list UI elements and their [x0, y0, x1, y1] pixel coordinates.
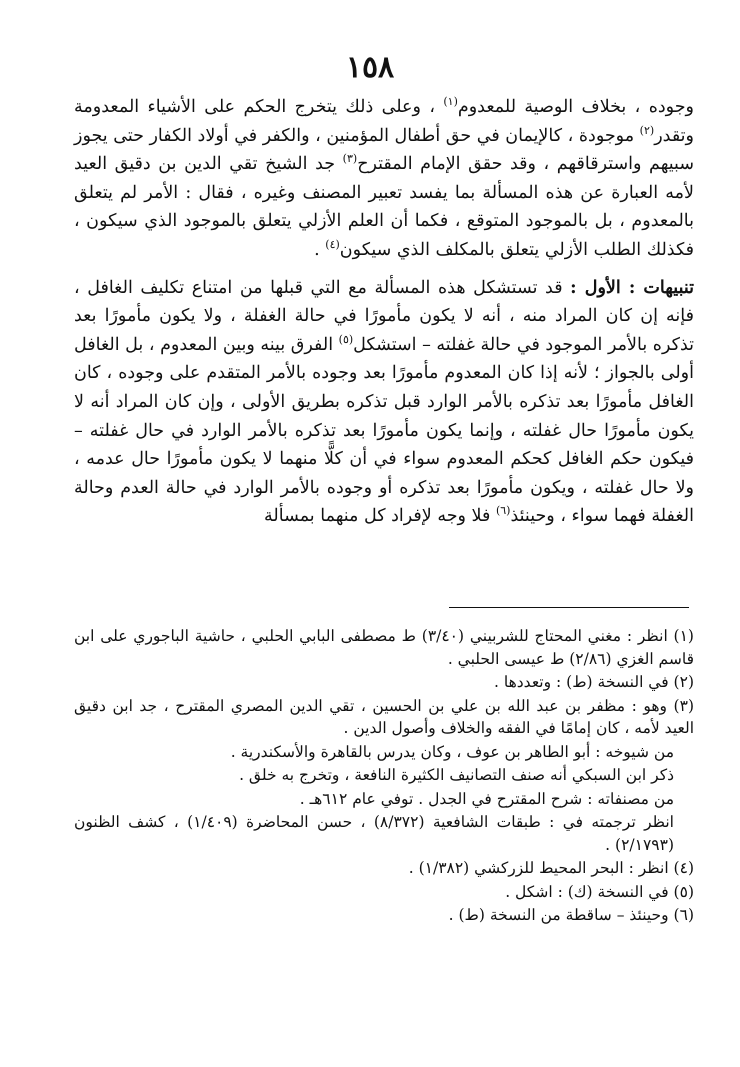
- footnote-3-references: انظر ترجمته في : طبقات الشافعية (٨/٣٧٢) ، حسن المحاضرة (١/٤٠٩) ، كشف الظنون (٢/١٧٩٣) .: [74, 813, 674, 854]
- footnote-separator: [449, 607, 689, 608]
- text-run: ، وعلى ذلك يتخرج الحكم على الأشياء المعدومة وتقدر: [74, 97, 694, 146]
- footnote-ref-5[interactable]: (٥): [338, 332, 354, 346]
- text-run: موجودة ، كالإيمان في حق أطفال المؤمنين ، والكفر في أولاد الكفار حتى يجوز سبيهم واسترقاقهم ، وقد حقق الإمام المقترح: [74, 125, 694, 175]
- footnote-ref-4[interactable]: (٤): [325, 238, 340, 252]
- footnote-2: (٢) في النسخة (ط) : وتعددها .: [494, 673, 694, 691]
- footnote-3-teachers: من شيوخه : أبو الطاهر بن عوف ، وكان يدرس بالقاهرة والأسكندرية .: [230, 742, 674, 761]
- text-run: .: [314, 239, 326, 260]
- section-heading: تنبيهات : الأول :: [570, 277, 694, 298]
- footnote-ref-3[interactable]: (٣): [342, 152, 358, 166]
- text-run: قد تستشكل هذه المسألة مع التي قبلها من امتناع تكليف الغافل ، فإنه إن كان المراد منه ، أنه لا يكون مأمورًا في حالة الغفلة ، ولا يكون مأمورًا بعد تذكره بالأمر الموجود في حالة غفلته – استشكل: [74, 277, 695, 355]
- footnote-4: (٤) انظر : البحر المحيط للزركشي (١/٣٨٢) .: [408, 859, 694, 877]
- footnote-1: (١) انظر : مغني المحتاج للشربيني (٣/٤٠) ط مصطفى البابي الحلبي ، حاشية الباجوري على ابن قاسم الغزي (٢/٨٦) ط عيسى الحلبي .: [74, 627, 694, 668]
- footnote-6: (٦) وحينئذ – ساقطة من النسخة (ط) .: [448, 906, 694, 924]
- text-run: جد الشيخ تقي الدين بن دقيق العيد لأمه العبارة عن هذه المسألة بما يفسد تعبير المصنف وغيره ، فقال : الأمر لم يتعلق بالمعدوم ، بل بالموجود المتوقع ، فكما أن العلم الأزلي يتعلق بالموجود الذي سيكون ، فكذلك الطلب الأزلي يتعلق بالمكلف الذي سيكون: [74, 154, 694, 260]
- footnote-ref-6[interactable]: (٦): [495, 504, 511, 518]
- main-text: [74, 93, 694, 531]
- footnote-3-works: من مصنفاته : شرح المقترح في الجدل . توفي عام ٦١٢هـ .: [299, 789, 674, 808]
- paragraph-2: [74, 274, 694, 531]
- footnote-ref-1[interactable]: (١): [443, 95, 458, 109]
- text-run: فلا وجه لإفراد كل منهما بمسألة: [264, 506, 496, 527]
- page-number: ١٥٨: [345, 50, 395, 85]
- footnote-3-subki: ذكر ابن السبكي أنه صنف التصانيف الكثيرة النافعة ، وتخرج به خلق .: [239, 766, 674, 784]
- text-run: الفرق بينه وبين المعدوم ، بل الغافل أولى بالجواز ؛ لأنه إذا كان المعدوم مأمورًا بعد وجوده بالأمر المتقدم على وجوده ، كان الغافل مأمورًا بعد تذكره بالأمر الوارد قبل تذكره بطريق الأولى ، وإن كان المراد أنه لا يكون مأمورًا حال غفلته ، وإنما يكون مأمورًا بعد تذكره بالأمر الوارد في حال غفلته – فيكون حكم الغافل كحكم المعدوم سواء في أن كلًّا منهما لا يكون مأمورًا حال عدمه ، ولا حال غفلته ، ويكون مأمورًا بعد تذكره أو وجوده بالأمر الوارد في حالة العدم وحالة الغفلة فهما سواء ، وحينئذ: [74, 334, 694, 527]
- text-run: وجوده ، بخلاف الوصية للمعدوم: [457, 97, 694, 117]
- paragraph-1: [74, 93, 694, 265]
- footnote-3: (٣) وهو : مظفر بن عبد الله بن علي بن الحسين ، تقي الدين المصري المقترح ، جد ابن دقيق العيد لأمه ، كان إمامًا في الفقه والخلاف وأصول الدين .: [74, 696, 694, 737]
- footnotes: [74, 625, 694, 928]
- footnote-5: (٥) في النسخة (ك) : اشكل .: [505, 882, 694, 901]
- footnote-ref-2[interactable]: (٢): [639, 123, 655, 137]
